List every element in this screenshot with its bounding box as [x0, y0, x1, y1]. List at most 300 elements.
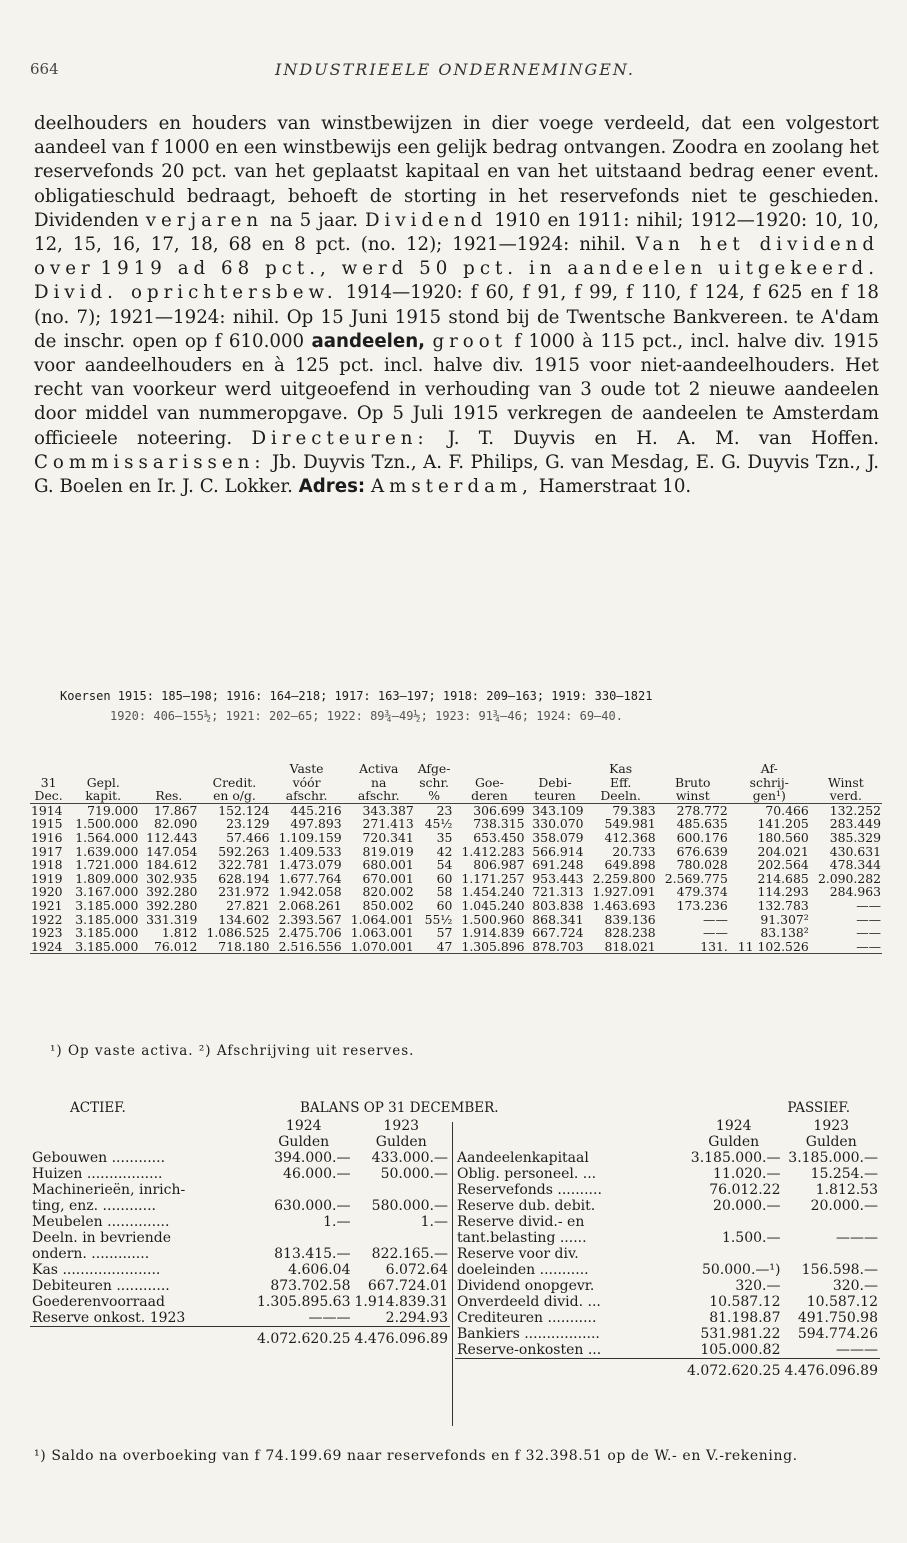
table-cell: 828.238 [604, 925, 656, 941]
table-row [30, 926, 882, 940]
table-cell: 47 [415, 940, 454, 954]
table-cell: 343.387 [343, 803, 415, 817]
table-cell: 649.898 [604, 857, 656, 873]
table-cell: 83.138² [760, 925, 809, 941]
table-cell: 23.129 [226, 816, 270, 832]
balance-cell: 1.500.— [721, 1230, 781, 1246]
table-header-cell: % [428, 788, 440, 804]
balance-row [455, 1198, 880, 1214]
table-header-cell: Dec. [34, 788, 63, 804]
table-header-cell: teuren [534, 788, 576, 804]
year-header: 1923 [813, 1118, 850, 1134]
year-header: 1923 [383, 1118, 420, 1134]
balance-cell: 3.185.000.— [690, 1150, 781, 1166]
table-cell: 670.001 [362, 870, 414, 886]
table-cell: 45½ [424, 816, 453, 832]
table-header-cell: en o/g. [213, 788, 256, 804]
unit-header-row [30, 1134, 450, 1150]
spaced-term: Van het dividend over [34, 234, 879, 280]
table-row [30, 803, 882, 817]
share-prices-line: Koersen 1915: 185—198; 1916: 164—218; 1917: 163—197; 1918: 209—163; 1919: 330—1821 [60, 689, 653, 703]
spaced-term: verjaren [145, 209, 264, 231]
balance-assets-table [30, 1118, 450, 1347]
year-header-row [455, 1118, 880, 1134]
table-cell: 76.012 [139, 940, 198, 954]
balance-cell: 10.587.12 [806, 1294, 878, 1310]
table-row [30, 940, 882, 954]
table-cell: 1916 [31, 829, 63, 845]
balance-cell: Goederenvoorraad [32, 1294, 165, 1310]
table-cell: 592.263 [218, 843, 270, 859]
table-cell: 1.812 [161, 925, 198, 941]
table-cell: 2.393.567 [278, 911, 342, 927]
table-cell: 803.838 [532, 897, 584, 913]
table-header-row [30, 789, 882, 803]
table-cell: 1.677.764 [278, 870, 342, 886]
balance-cell: 320.— [735, 1278, 781, 1294]
balance-row [30, 1150, 450, 1166]
balance-liabilities-table [455, 1118, 880, 1379]
table-header-cell [30, 762, 67, 776]
table-cell: 1924 [30, 940, 67, 954]
table-header-cell: Afge- [417, 761, 451, 776]
table-cell: 1.412.283 [461, 843, 525, 859]
table-cell: 55½ [424, 911, 453, 927]
table-row [30, 858, 882, 872]
table-cell: 358.079 [532, 829, 584, 845]
balance-cell: 580.000.— [371, 1198, 448, 1214]
balance-cell: 156.598.— [801, 1262, 878, 1278]
balance-cell: 630.000.— [274, 1198, 351, 1214]
table-cell: 3.185.000 [75, 897, 139, 913]
table-cell: 214.685 [757, 870, 809, 886]
table-cell: 1.914.839 [461, 925, 525, 941]
balance-row [30, 1230, 450, 1246]
table-cell: 302.935 [146, 870, 198, 886]
balance-cell [685, 1214, 783, 1230]
table-cell: 820.002 [362, 884, 414, 900]
table-header-cell: na [371, 774, 387, 790]
table-header-cell: afschr. [357, 788, 400, 804]
table-cell: 3.185.000 [67, 940, 139, 954]
balance-cell: Onverdeeld divid. ... [457, 1294, 601, 1310]
table-cell: 1.927.091 [592, 884, 656, 900]
balance-cell: Oblig. personeel. ... [457, 1166, 597, 1182]
balance-cell: 20.000.— [810, 1198, 878, 1214]
table-header-cell [657, 762, 729, 776]
balance-cell: ——— [308, 1310, 351, 1326]
table-cell: 1918 [31, 857, 63, 873]
balance-cell: ——— [836, 1342, 878, 1358]
balance-cell: 4.606.04 [288, 1262, 351, 1278]
balance-cell: ondern. ............. [32, 1246, 150, 1262]
actief-label: ACTIEF. [70, 1100, 126, 1116]
table-header-cell [526, 762, 585, 776]
balance-row [30, 1294, 450, 1310]
table-cell: —— [856, 897, 881, 913]
table-cell: 231.972 [218, 884, 270, 900]
balance-cell: Reserve voor div. [457, 1246, 579, 1262]
page-number: 664 [30, 60, 59, 78]
table-header-cell: Goe- [474, 774, 504, 790]
table-cell: 3.185.000 [75, 925, 139, 941]
balance-row [455, 1150, 880, 1166]
table-cell: 485.635 [676, 816, 728, 832]
balance-row [455, 1166, 880, 1182]
balance-cell: 813.415.— [274, 1246, 351, 1262]
table-header-cell: gen¹) [752, 788, 786, 804]
spaced-term: Divid. oprichtersbew. [34, 282, 338, 304]
page-header [30, 60, 880, 86]
spaced-term: groot [432, 330, 508, 352]
table-cell: 306.699 [453, 803, 525, 817]
balance-row [30, 1166, 450, 1182]
balance-cell [255, 1230, 353, 1246]
table-cell: 667.724 [532, 925, 584, 941]
table-cell: 1919 [31, 870, 63, 886]
table-cell: 1.721.000 [75, 857, 139, 873]
table-header-cell: Deeln. [600, 788, 641, 804]
balance-cell: 1.— [323, 1214, 351, 1230]
table-cell: 283.449 [829, 816, 881, 832]
balance-cell: 491.750.98 [797, 1310, 878, 1326]
balance-cell: Gebouwen ............ [32, 1150, 166, 1166]
balance-cell: Reserve dub. debit. [457, 1198, 596, 1214]
spaced-term: Dividend [364, 209, 488, 231]
balance-cell: Debiteuren ............ [32, 1278, 170, 1294]
table-cell: 1.564.000 [75, 829, 139, 845]
table-cell: 3.185.000 [75, 911, 139, 927]
balance-cell: 20.000.— [713, 1198, 781, 1214]
balance-row [30, 1262, 450, 1278]
table-cell: 1.063.001 [350, 925, 414, 941]
table-cell: 839.136 [604, 911, 656, 927]
table-header-cell: 31 [40, 774, 57, 790]
table-cell: 445.216 [271, 803, 343, 817]
balance-cell: 1.812.53 [815, 1182, 878, 1198]
balance-row [455, 1246, 880, 1262]
balance-cell: tant.belasting ...... [457, 1230, 587, 1246]
financial-table-footnotes: ¹) Op vaste activa. ²) Afschrijving uit reserves. [50, 1043, 415, 1059]
table-header-cell [453, 762, 525, 776]
table-cell: 1.171.257 [461, 870, 525, 886]
balance-cell: 433.000.— [371, 1150, 448, 1166]
table-header-cell: schrij- [749, 774, 789, 790]
table-cell: 1.639.000 [75, 843, 139, 859]
table-header-cell [139, 776, 198, 790]
adres-label: Adres: [298, 476, 366, 498]
table-cell: 2.475.706 [278, 925, 342, 941]
table-cell: 331.319 [146, 911, 198, 927]
table-cell: 173.236 [676, 897, 728, 913]
table-header-cell: Winst [827, 774, 864, 790]
financial-history-table [30, 762, 882, 954]
table-cell: 1.045.240 [461, 897, 525, 913]
balance-total-row [30, 1327, 450, 1348]
year-header-row [30, 1118, 450, 1134]
balance-cell: 4.476.096.89 [352, 1327, 450, 1348]
table-cell: 23 [415, 803, 454, 817]
table-header-cell: vóór [292, 774, 321, 790]
table-cell: 180.560 [757, 829, 809, 845]
table-cell: 1917 [31, 843, 63, 859]
table-header-cell: deren [471, 788, 508, 804]
unit-header: Gulden [375, 1134, 427, 1150]
table-header-cell: winst [675, 788, 710, 804]
balance-cell: 1.305.895.63 [256, 1294, 351, 1310]
balance-total-row [455, 1359, 880, 1380]
balance-cell [30, 1327, 255, 1348]
table-cell: 132.783 [757, 897, 809, 913]
balance-cell [782, 1214, 880, 1230]
table-cell: 70.466 [729, 803, 810, 817]
balance-row [30, 1214, 450, 1230]
table-header-cell: Eff. [609, 774, 632, 790]
balance-row [455, 1182, 880, 1198]
balance-cell: Reservefonds .......... [457, 1182, 602, 1198]
table-cell: 479.374 [676, 884, 728, 900]
balance-cell: 531.981.22 [700, 1326, 781, 1342]
table-header-cell [810, 762, 882, 776]
table-cell: 131. [657, 940, 729, 954]
table-header-cell [198, 762, 270, 776]
table-cell: 806.987 [473, 857, 525, 873]
share-prices [60, 686, 880, 726]
table-cell: —— [703, 911, 728, 927]
table-cell: 27.821 [226, 897, 270, 913]
balance-cell [782, 1246, 880, 1262]
table-header-cell: Debi- [538, 774, 572, 790]
balance-row [455, 1214, 880, 1230]
balance-cell: 4.072.620.25 [255, 1327, 353, 1348]
table-cell: 478.344 [829, 857, 881, 873]
table-row [30, 913, 882, 927]
table-cell: 385.329 [829, 829, 881, 845]
balance-divider [452, 1122, 453, 1426]
balance-cell [352, 1230, 450, 1246]
balance-cell: 6.072.64 [385, 1262, 448, 1278]
table-header-cell: Kas [609, 761, 633, 776]
table-header-row [30, 762, 882, 776]
table-cell: 91.307² [760, 911, 809, 927]
table-cell: 17.867 [139, 803, 198, 817]
table-cell: 412.368 [604, 829, 656, 845]
description-paragraph: deelhouders en houders van winstbewijzen in dier voege verdeeld, dat een volgestort aandeel van f 1000 en een winstbewijs een gelijk bedrag ontvangen. Zoodra en zoolang het reservefonds 20 pct. van het geplaatst kapitaal en van het uitstaand bedrag eener event. obligatieschuld bedraagt, behoeft de storting in het reservefonds niet te geschieden. Dividenden verjaren na 5 jaar. Dividend 1910 en 1911: nihil; 1912—1920: 10, 10, 12, 15, 16, 17, 18, 68 en 8 pct. (no. 12); 1921—1924: nihil. Van het dividend over 1919 ad 68 pct., werd 50 pct. in aandeelen uitgekeerd. Divid. oprichtersbew. 1914—1920: f 60, f 91, f 99, f 110, f 124, f 625 en f 18 (no. 7); 1921—1924: nihil. Op 15 Juni 1915 stond bij de Twentsche Bankvereen. te A'dam de inschr. open op f 610.000 aandeelen, groot f 1000 à 115 pct., incl. halve div. 1915 voor aandeelhouders en à 125 pct. incl. halve div. 1915 voor niet-aandeelhouders. Het recht van voorkeur werd uitgeoefend in verhouding van 3 oude tot 2 nieuwe aandeelen door middel van nummeropgave. Op 5 Juli 1915 verkregen de aandeelen te Amsterdam officieele noteering. Directeuren: J. T. Duyvis en H. A. M. van Hoffen. Commissarissen: Jb. Duyvis Tzn., A. F. Philips, G. van Mesdag, E. G. Duyvis Tzn., J. G. Boelen en Ir. J. C. Lokker. Adres: Amsterdam, Hamerstraat 10. [34, 113, 879, 498]
balance-cell [685, 1246, 783, 1262]
table-header-cell: Res. [155, 788, 183, 804]
table-cell: 3.167.000 [75, 884, 139, 900]
table-header-row [30, 776, 882, 790]
table-cell: 430.631 [829, 843, 881, 859]
table-cell: 1.942.058 [278, 884, 342, 900]
unit-header: Gulden [805, 1134, 857, 1150]
balance-cell: ——— [836, 1230, 878, 1246]
table-cell: 868.341 [532, 911, 584, 927]
balance-cell: 394.000.— [274, 1150, 351, 1166]
table-cell: 2.259.800 [592, 870, 656, 886]
table-row [30, 831, 882, 845]
balance-cell: Huizen ................. [32, 1166, 163, 1182]
table-cell: 1923 [31, 925, 63, 941]
balance-cell: 105.000.82 [700, 1342, 781, 1358]
table-cell: 653.450 [473, 829, 525, 845]
balance-cell: ting, enz. ............ [32, 1198, 156, 1214]
table-cell: 1.070.001 [343, 940, 415, 954]
table-cell: 676.639 [676, 843, 728, 859]
table-row [30, 885, 882, 899]
year-header: 1924 [715, 1118, 752, 1134]
table-cell: 780.028 [676, 857, 728, 873]
table-cell: 114.293 [757, 884, 809, 900]
balance-row [30, 1198, 450, 1214]
running-title: INDUSTRIEELE ONDERNEMINGEN. [275, 60, 635, 79]
table-cell: 1921 [31, 897, 63, 913]
unit-header: Gulden [278, 1134, 330, 1150]
balance-cell: Reserve-onkosten ... [457, 1342, 602, 1358]
balance-cell: 1.914.839.31 [354, 1294, 448, 1310]
table-cell: 141.205 [757, 816, 809, 832]
table-cell: 284.963 [829, 884, 881, 900]
year-header: 1924 [285, 1118, 322, 1134]
table-cell: 147.054 [146, 843, 198, 859]
balance-cell: 4.072.620.25 [685, 1359, 783, 1380]
table-cell: 1920 [31, 884, 63, 900]
table-cell: 42 [436, 843, 453, 859]
balance-cell: 11.020.— [713, 1166, 781, 1182]
balance-sheet-title: BALANS OP 31 DECEMBER. [300, 1100, 499, 1116]
table-cell: 878.703 [526, 940, 585, 954]
balance-cell: 667.724.01 [367, 1278, 448, 1294]
table-cell: 566.914 [532, 843, 584, 859]
balance-cell: 1.— [420, 1214, 448, 1230]
table-cell: —— [703, 925, 728, 941]
balance-row [30, 1278, 450, 1294]
table-cell: 271.413 [362, 816, 414, 832]
table-cell: 278.772 [657, 803, 729, 817]
table-cell: 1.809.000 [75, 870, 139, 886]
table-cell: 549.981 [604, 816, 656, 832]
table-header-cell: kapit. [85, 788, 122, 804]
balance-cell: 15.254.— [810, 1166, 878, 1182]
table-cell: 204.021 [757, 843, 809, 859]
table-cell: 202.564 [757, 857, 809, 873]
balance-cell: 594.774.26 [797, 1326, 878, 1342]
balance-row [455, 1230, 880, 1246]
balance-cell: Machinerieën, inrich- [32, 1182, 186, 1198]
balance-cell [455, 1359, 685, 1380]
table-header-cell: Credit. [212, 774, 257, 790]
table-cell: 1922 [31, 911, 63, 927]
table-cell: 1.500.000 [75, 816, 139, 832]
balance-cell: Dividend onopgevr. [457, 1278, 595, 1294]
table-header-cell: Gepl. [86, 774, 120, 790]
table-cell: 392.280 [146, 897, 198, 913]
table-cell: 2.569.775 [664, 870, 728, 886]
table-header-cell: verd. [829, 788, 862, 804]
balance-cell: 46.000.— [283, 1166, 351, 1182]
table-header-cell: Bruto [675, 774, 711, 790]
table-cell: 721.313 [532, 884, 584, 900]
table-cell: 1.109.159 [278, 829, 342, 845]
table-cell: 1.305.896 [453, 940, 525, 954]
balance-cell: Kas ...................... [32, 1262, 161, 1278]
table-cell: 79.383 [585, 803, 657, 817]
balance-cell [352, 1182, 450, 1198]
company-description [34, 112, 879, 499]
table-cell: 20.733 [612, 843, 656, 859]
balance-row [455, 1262, 880, 1278]
table-cell: 850.002 [362, 897, 414, 913]
financial-table-body [30, 803, 882, 954]
table-cell: 57 [436, 925, 453, 941]
table-cell: 953.443 [532, 870, 584, 886]
balance-cell: 81.198.87 [709, 1310, 781, 1326]
table-cell: 1.463.693 [592, 897, 656, 913]
table-cell: 2.068.261 [278, 897, 342, 913]
balance-row [30, 1310, 450, 1327]
balance-cell: 76.012.22 [709, 1182, 781, 1198]
balance-cell: Reserve onkost. 1923 [32, 1310, 186, 1326]
table-header-cell: Vaste [289, 761, 324, 776]
table-cell: 818.021 [585, 940, 657, 954]
directeuren-label: Directeuren: [251, 427, 429, 449]
table-cell: 134.602 [218, 911, 270, 927]
financial-table-header [30, 762, 882, 803]
table-header-cell: afschr. [285, 788, 328, 804]
table-cell: 322.781 [218, 857, 270, 873]
balance-cell: 2.294.93 [385, 1310, 448, 1326]
balance-row [455, 1326, 880, 1342]
share-prices-line: 1920: 406—155½; 1921: 202—65; 1922: 89¾—49½; 1923: 91¾—46; 1924: 69—40. [110, 709, 623, 723]
table-cell: 35 [436, 829, 453, 845]
table-cell: —— [856, 911, 881, 927]
table-cell: 57.466 [226, 829, 270, 845]
table-cell: 738.315 [473, 816, 525, 832]
table-cell: 1.500.960 [461, 911, 525, 927]
balance-cell: Deeln. in bevriende [32, 1230, 172, 1246]
balance-sheet-header [30, 1100, 880, 1118]
unit-header: Gulden [708, 1134, 760, 1150]
table-cell: 2.516.556 [271, 940, 343, 954]
balance-cell: 320.— [832, 1278, 878, 1294]
table-header-cell [139, 762, 198, 776]
table-cell: 1914 [30, 803, 67, 817]
table-cell: 184.612 [146, 857, 198, 873]
table-cell: 60 [436, 870, 453, 886]
table-cell: 628.194 [218, 870, 270, 886]
balance-cell: 822.165.— [371, 1246, 448, 1262]
table-cell: 1915 [31, 816, 63, 832]
balance-row [455, 1278, 880, 1294]
table-row [30, 899, 882, 913]
balance-row [455, 1294, 880, 1310]
balance-cell: 3.185.000.— [788, 1150, 878, 1166]
commissarissen-label: Commissarissen: [34, 451, 266, 473]
table-cell: 82.090 [154, 816, 198, 832]
table-row [30, 845, 882, 859]
table-cell: 1.064.001 [350, 911, 414, 927]
table-cell: 330.070 [532, 816, 584, 832]
table-cell: 392.280 [146, 884, 198, 900]
table-cell: 1.454.240 [461, 884, 525, 900]
balance-row [455, 1342, 880, 1359]
table-header-cell [67, 762, 139, 776]
table-cell: 680.001 [362, 857, 414, 873]
balance-cell: Bankiers ................. [457, 1326, 600, 1342]
balance-cell: Aandeelenkapitaal [457, 1150, 589, 1166]
table-cell: 1.473.079 [278, 857, 342, 873]
table-header-cell: Activa [359, 761, 399, 776]
